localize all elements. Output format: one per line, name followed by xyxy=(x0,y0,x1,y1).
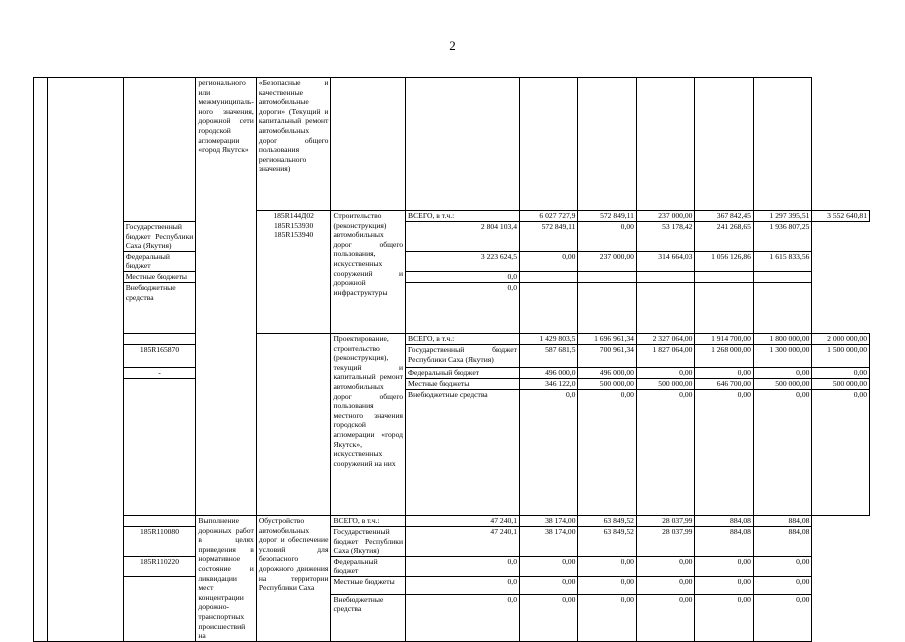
section1-value-empty xyxy=(578,78,636,211)
budget-value: 47 240,1 xyxy=(406,515,520,526)
funding-source: Государственный бюджет Республики Саха (Якутия) xyxy=(331,526,406,556)
budget-value: 1 800 000,00 xyxy=(753,333,811,344)
budget-value: 63 849,52 xyxy=(578,515,636,526)
funding-source: Местные бюджеты xyxy=(123,271,196,282)
budget-value: 0,00 xyxy=(695,576,753,594)
funding-source: Государственный бюджет Республики Саха (Якутия) xyxy=(123,222,196,252)
budget-value: 0,0 xyxy=(406,271,520,282)
budget-value: 0,00 xyxy=(520,594,578,641)
col-blank-3 xyxy=(123,78,196,222)
funding-source: ВСЕГО, в т.ч.: xyxy=(406,211,520,222)
budget-value xyxy=(578,282,636,333)
budget-value: 884,08 xyxy=(695,526,753,556)
budget-value: 1 297 395,51 xyxy=(753,211,811,222)
budget-value: 1 936 807,25 xyxy=(753,222,811,252)
budget-value xyxy=(520,271,578,282)
budget-value: 0,0 xyxy=(520,389,578,515)
budget-value: 1 268 000,00 xyxy=(695,344,753,367)
col-blank-3 xyxy=(123,333,196,344)
budget-value: 0,00 xyxy=(695,556,753,576)
budget-code: 185R110220 xyxy=(123,556,196,576)
col-blank-2 xyxy=(48,78,124,642)
budget-value: 47 240,1 xyxy=(406,526,520,556)
page-number: 2 xyxy=(449,38,456,53)
budget-value xyxy=(695,282,753,333)
funding-source: Федеральный бюджет xyxy=(123,251,196,271)
budget-value: 500 000,00 xyxy=(636,378,694,389)
event-text: Обустройство автомобильных дорог и обеспечение условий для безопасного дорожного движения на территории Республики Саха xyxy=(256,515,331,641)
budget-value: 587 681,5 xyxy=(520,344,578,367)
budget-value: 0,00 xyxy=(520,251,578,271)
budget-value: 884,08 xyxy=(695,515,753,526)
budget-value: 1 429 803,5 xyxy=(520,333,578,344)
budget-value xyxy=(520,282,578,333)
funding-source: Федеральный бюджет xyxy=(331,556,406,576)
funding-source: Внебюджетные средства xyxy=(406,389,520,515)
budget-value: 1 696 961,34 xyxy=(578,333,636,344)
funding-source: ВСЕГО, в т.ч.: xyxy=(406,333,520,344)
budget-code: 185R153930 xyxy=(274,220,314,230)
budget-code: 185R110080 xyxy=(123,526,196,556)
funding-source: ВСЕГО, в т.ч.: xyxy=(331,515,406,526)
budget-value xyxy=(578,271,636,282)
budget-value: 0,00 xyxy=(578,556,636,576)
budget-value: 1 827 064,00 xyxy=(636,344,694,367)
budget-value: 496 000,00 xyxy=(578,367,636,378)
budget-value: 28 037,99 xyxy=(636,526,694,556)
budget-value: 1 500 000,00 xyxy=(812,344,870,367)
budget-value: 500 000,00 xyxy=(812,378,870,389)
col-blank-3 xyxy=(123,515,196,526)
budget-table xyxy=(33,77,870,642)
budget-value xyxy=(753,282,811,333)
dash-marker: - xyxy=(123,367,196,378)
budget-value: 0,0 xyxy=(406,282,520,333)
budget-value: 2 327 064,00 xyxy=(636,333,694,344)
col-blank-3 xyxy=(123,378,196,515)
section1-source-empty xyxy=(331,78,406,211)
budget-value: 0,00 xyxy=(578,594,636,641)
budget-value: 0,00 xyxy=(578,389,636,515)
budget-value: 237 000,00 xyxy=(636,211,694,222)
section1-event-text: «Безопасные и качественные автомобильные дороги» (Текущий и капитальный ремонт автомобильных дорог общего пользования регионального значения) xyxy=(256,78,331,211)
section1-value-empty xyxy=(695,78,753,211)
budget-value: 0,00 xyxy=(695,594,753,641)
budget-value: 367 842,45 xyxy=(695,211,753,222)
budget-code: 185R165870 xyxy=(123,344,196,367)
budget-value: 884,08 xyxy=(753,526,811,556)
funding-source: Местные бюджеты xyxy=(331,576,406,594)
budget-value: 53 178,42 xyxy=(636,222,694,252)
budget-value: 0,00 xyxy=(636,576,694,594)
program-text: Выполнение дорожных работ в целях приведения в нормативное состояние и ликвидации мест концентрации дорожно-транспортных происшествий на xyxy=(196,515,257,641)
budget-value: 0,00 xyxy=(520,556,578,576)
budget-value: 1 300 000,00 xyxy=(753,344,811,367)
budget-value: 2 000 000,00 xyxy=(812,333,870,344)
section1-value-empty xyxy=(636,78,694,211)
section1-value-empty xyxy=(406,78,520,211)
budget-value: 0,00 xyxy=(753,556,811,576)
budget-value: 28 037,99 xyxy=(636,515,694,526)
event-text: Проектирование, строительство (реконструкция), текущий и капитальный ремонт автомобильных дорог общего пользования местного значения городской агломерации «город Якутск», искусственных сооружений на них xyxy=(331,333,406,515)
funding-source: Федеральный бюджет xyxy=(406,367,520,378)
col-blank-4 xyxy=(256,333,331,515)
budget-value: 38 174,00 xyxy=(520,526,578,556)
budget-value: 1 914 700,00 xyxy=(695,333,753,344)
budget-value: 0,00 xyxy=(812,389,870,515)
budget-code: 185R144Д02 xyxy=(273,211,314,220)
budget-value: 63 849,52 xyxy=(578,526,636,556)
budget-value: 572 849,11 xyxy=(578,211,636,222)
budget-value: 496 000,0 xyxy=(520,367,578,378)
budget-value xyxy=(695,271,753,282)
event-text: Строительство (реконструкция) автомобильных дорог общего пользования, искусственных сооружений и дорожной инфраструктуры xyxy=(331,211,406,334)
budget-code-list xyxy=(256,211,331,334)
budget-value: 0,00 xyxy=(636,389,694,515)
col-blank-3 xyxy=(123,576,196,641)
budget-value: 1 615 833,56 xyxy=(753,251,811,271)
section1-program-text: регионального или межмуниципаль-ного значения, дорожной сети городской агломерации «город Якутск» xyxy=(196,78,257,516)
budget-value: 500 000,00 xyxy=(578,378,636,389)
budget-value: 237 000,00 xyxy=(578,251,636,271)
budget-value: 3 223 624,5 xyxy=(406,251,520,271)
budget-value xyxy=(753,271,811,282)
funding-source: Государственный бюджет Республики Саха (Якутия) xyxy=(406,344,520,367)
col-blank-1 xyxy=(34,78,48,642)
budget-value: 1 056 126,86 xyxy=(695,251,753,271)
budget-value: 0,00 xyxy=(695,367,753,378)
budget-value: 884,08 xyxy=(753,515,811,526)
budget-value: 3 552 640,81 xyxy=(812,211,870,222)
budget-value: 2 804 103,4 xyxy=(406,222,520,252)
budget-value: 572 849,11 xyxy=(520,222,578,252)
budget-value: 38 174,00 xyxy=(520,515,578,526)
budget-value: 0,00 xyxy=(695,389,753,515)
section1-value-empty xyxy=(520,78,578,211)
budget-value: 0,0 xyxy=(406,576,520,594)
budget-value: 0,00 xyxy=(636,556,694,576)
section1-value-empty xyxy=(753,78,811,211)
budget-value: 0,00 xyxy=(753,367,811,378)
budget-value: 0,00 xyxy=(753,389,811,515)
budget-value: 0,00 xyxy=(636,367,694,378)
budget-value: 0,0 xyxy=(406,594,520,641)
budget-value: 0,00 xyxy=(753,576,811,594)
budget-value: 500 000,00 xyxy=(753,378,811,389)
budget-value: 0,00 xyxy=(753,594,811,641)
budget-value xyxy=(636,271,694,282)
budget-value: 0,0 xyxy=(406,556,520,576)
budget-value: 0,00 xyxy=(812,367,870,378)
budget-value: 0,00 xyxy=(520,576,578,594)
budget-value: 346 122,0 xyxy=(520,378,578,389)
budget-value: 0,00 xyxy=(578,222,636,252)
budget-value: 241 268,65 xyxy=(695,222,753,252)
funding-source: Внебюджетные средства xyxy=(331,594,406,641)
budget-value: 314 664,03 xyxy=(636,251,694,271)
budget-code: 185R153940 xyxy=(274,230,314,240)
budget-value xyxy=(636,282,694,333)
funding-source: Внебюджетные средства xyxy=(123,282,196,333)
budget-value: 0,00 xyxy=(636,594,694,641)
budget-value: 6 027 727,9 xyxy=(520,211,578,222)
budget-value: 700 961,34 xyxy=(578,344,636,367)
budget-value: 646 700,00 xyxy=(695,378,753,389)
budget-value: 0,00 xyxy=(578,576,636,594)
funding-source: Местные бюджеты xyxy=(406,378,520,389)
